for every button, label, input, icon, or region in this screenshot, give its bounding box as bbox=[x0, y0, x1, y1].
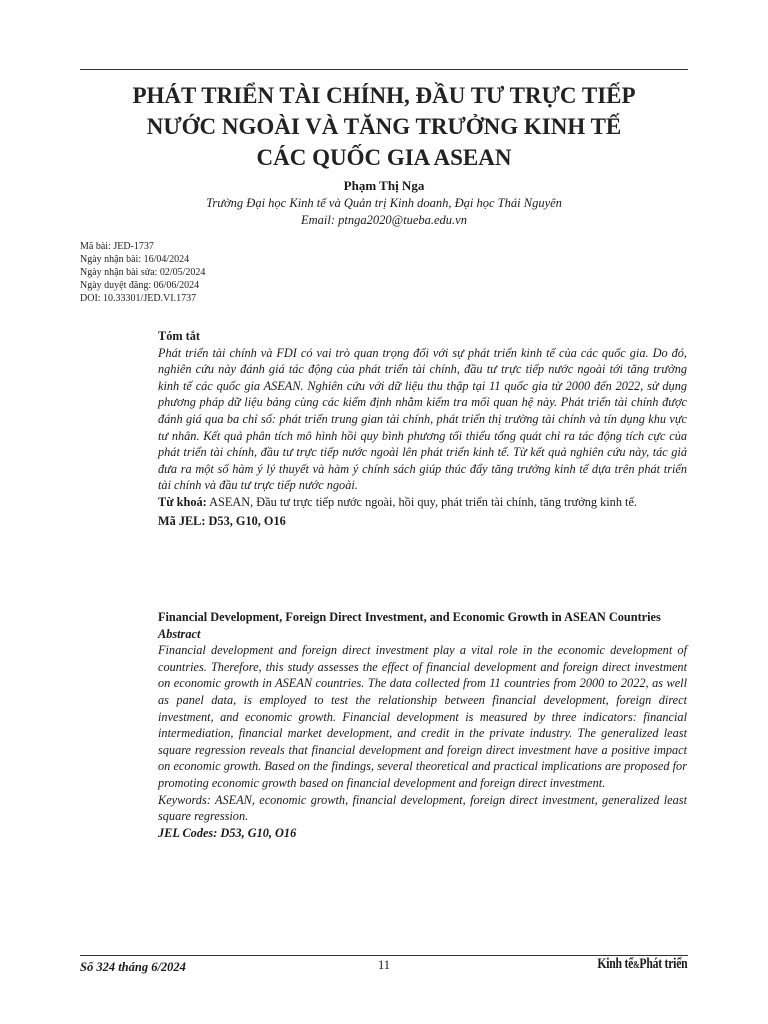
received-date: Ngày nhận bài: 16/04/2024 bbox=[80, 254, 190, 265]
english-abstract-section bbox=[158, 609, 687, 841]
issue-number: Số 324 tháng 6/2024 bbox=[80, 960, 186, 974]
title-line-1: PHÁT TRIỂN TÀI CHÍNH, ĐẦU TƯ TRỰC TIẾP bbox=[132, 83, 636, 108]
en-keywords: Keywords: ASEAN, economic growth, financial development, foreign direct investment, generalized least square regression. bbox=[158, 792, 687, 824]
logo-ampersand: & bbox=[632, 960, 639, 971]
top-rule bbox=[80, 69, 688, 70]
accepted-date: Ngày duyệt đăng: 06/06/2024 bbox=[80, 280, 200, 291]
vn-keywords-text: ASEAN, Đầu tư trực tiếp nước ngoài, hồi quy, phát triển tài chính, tăng trưởng kinh tế. bbox=[209, 494, 637, 509]
article-metadata bbox=[80, 240, 330, 305]
journal-logo bbox=[597, 956, 687, 973]
logo-part-2: Phát triển bbox=[638, 956, 687, 972]
vn-keywords-label: Từ khoá: bbox=[158, 494, 207, 509]
vn-jel-codes: Mã JEL: D53, G10, O16 bbox=[158, 513, 286, 528]
article-code: Mã bài: JED-1737 bbox=[80, 241, 154, 252]
author-name: Phạm Thị Nga bbox=[343, 178, 425, 193]
article-title bbox=[80, 80, 688, 173]
en-abstract-heading: Abstract bbox=[158, 626, 201, 641]
title-line-3: CÁC QUỐC GIA ASEAN bbox=[256, 145, 512, 170]
vietnamese-abstract-section bbox=[158, 328, 687, 529]
en-abstract-text: Financial development and foreign direct investment play a vital role in the economic development of countries. Therefore, this study assesses the effect of financial development and foreign direct investment on economic growth in ASEAN countries. The data collected from 11 countries from 2000 to 2022, as well as panel data, is employed to test the relationship between financial development, foreign direct investment, and economic growth. Financial development is measured by three indicators: financial intermediation, financial market development, and credit in the private industry. The generalized least square regression reveals that financial development and foreign direct investment have a positive impact on economic growth. Based on the findings, several theoretical and practical implications are proposed for promoting economic growth based on financial development and foreign direct investment. bbox=[158, 643, 687, 790]
author-email: Email: ptnga2020@tueba.edu.vn bbox=[301, 213, 467, 227]
logo-part-1: Kinh tế bbox=[596, 956, 633, 972]
vn-abstract-text: Phát triển tài chính và FDI có vai trò quan trọng đối với sự phát triển kinh tế của các quốc gia. Do đó, nghiên cứu này đánh giá tác động của phát triển tài chính, đầu tư trực tiếp nước ngoài tới tăng trưởng kinh tế các quốc gia ASEAN. Nghiên cứu với dữ liệu thu thập tại 11 quốc gia từ 2000 đến 2022, sử dụng phương pháp dữ liệu bảng cùng các kiểm định nhằm kiểm tra mối quan hệ này. Phát triển tài chính được đánh giá qua ba chỉ số: phát triển trung gian tài chính, phát triển thị trường tài chính và tín dụng khu vực tư nhân. Kết quả phân tích mô hình hồi quy bình phương tối thiểu tổng quát chỉ ra tác động tích cực của phát triển tài chính, đầu tư trực tiếp nước ngoài lên phát triển kinh tế. Từ kết quả nghiên cứu này, tác giả đưa ra một số hàm ý lý thuyết và hàm ý chính sách giúp thúc đẩy tăng trưởng kinh tế dựa trên phát triển tài chính và đầu tư trực tiếp nước ngoài. bbox=[158, 345, 687, 493]
vn-keywords bbox=[158, 494, 687, 511]
revised-date: Ngày nhận bài sửa: 02/05/2024 bbox=[80, 267, 206, 278]
doi: DOI: 10.33301/JED.VI.1737 bbox=[80, 293, 197, 304]
title-line-2: NƯỚC NGOÀI VÀ TĂNG TRƯỞNG KINH TẾ bbox=[146, 114, 622, 139]
en-jel-codes: JEL Codes: D53, G10, O16 bbox=[158, 825, 297, 840]
page-number: 11 bbox=[377, 958, 391, 972]
vn-abstract-heading: Tóm tắt bbox=[158, 329, 201, 343]
en-article-title: Financial Development, Foreign Direct Investment, and Economic Growth in ASEAN Countries bbox=[158, 610, 661, 624]
author-affiliation: Trường Đại học Kinh tế và Quản trị Kinh doanh, Đại học Thái Nguyên bbox=[206, 196, 562, 210]
